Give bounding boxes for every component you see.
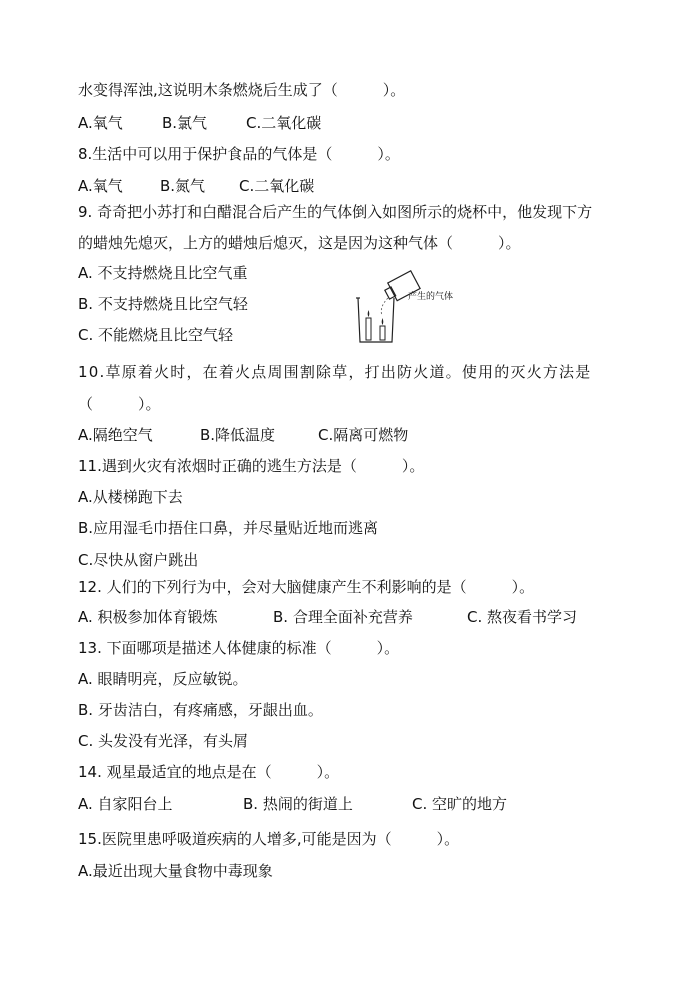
- candle-low-icon: [366, 310, 371, 340]
- candle-high-icon: [380, 318, 385, 340]
- q14-option-a: A. 自家阳台上: [78, 795, 173, 813]
- q13-option-b: B. 牙齿洁白，有疼痛感，牙龈出血。: [78, 701, 323, 719]
- q10-option-a: A.隔绝空气: [78, 426, 153, 444]
- q10-option-b: B.降低温度: [200, 426, 276, 444]
- q12-option-b: B. 合理全面补充营养: [273, 608, 413, 626]
- beaker-icon: [358, 298, 394, 342]
- q15-stem: 15.医院里患呼吸道疾病的人增多,可能是因为（ ）。: [78, 830, 460, 848]
- q12-option-a: A. 积极参加体育锻炼: [78, 608, 218, 626]
- q13-stem: 13. 下面哪项是描述人体健康的标准（ ）。: [78, 639, 400, 657]
- q7-stem: 水变得浑浊,这说明木条燃烧后生成了（ ）。: [78, 81, 406, 99]
- q7-option-a: A.氧气: [78, 114, 123, 132]
- q11-option-b: B.应用湿毛巾捂住口鼻，并尽量贴近地而逃离: [78, 519, 379, 537]
- beaker-illustration: [352, 266, 442, 346]
- beaker-figure: [352, 266, 454, 346]
- q13-option-a: A. 眼睛明亮，反应敏锐。: [78, 670, 248, 688]
- q8-option-c: C.二氧化碳: [239, 177, 315, 195]
- q11-stem: 11.遇到火灾有浓烟时正确的逃生方法是（ ）。: [78, 457, 425, 475]
- q9-stem-line1: 9. 奇奇把小苏打和白醋混合后产生的气体倒入如图所示的烧杯中，他发现下方: [78, 203, 593, 221]
- figure-label: 产生的气体: [408, 292, 454, 302]
- q11-option-c: C.尽快从窗户跳出: [78, 551, 199, 569]
- q8-stem: 8.生活中可以用于保护食品的气体是（ ）。: [78, 145, 400, 163]
- q9-option-b: B. 不支持燃烧且比空气轻: [78, 295, 248, 313]
- q10-option-c: C.隔离可燃物: [318, 426, 409, 444]
- q12-stem: 12. 人们的下列行为中，会对大脑健康产生不利影响的是（ ）。: [78, 578, 535, 596]
- q14-option-c: C. 空旷的地方: [412, 795, 508, 813]
- q15-option-a: A.最近出现大量食物中毒现象: [78, 862, 273, 880]
- q10-stem-line2: （ ）。: [78, 395, 161, 413]
- q9-stem-line2: 的蜡烛先熄灭，上方的蜡烛后熄灭，这是因为这种气体（ ）。: [78, 234, 521, 252]
- q9-option-a: A. 不支持燃烧且比空气重: [78, 264, 248, 282]
- q10-stem-line1: 10.草原着火时，在着火点周围割除草，打出防火道。使用的灭火方法是: [78, 363, 592, 381]
- q8-option-a: A.氧气: [78, 177, 123, 195]
- q11-option-a: A.从楼梯跑下去: [78, 488, 183, 506]
- q7-option-b: B.氯气: [162, 114, 208, 132]
- q8-option-b: B.氮气: [160, 177, 206, 195]
- q9-option-c: C. 不能燃烧且比空气轻: [78, 326, 234, 344]
- q14-stem: 14. 观星最适宜的地点是在（ ）。: [78, 763, 340, 781]
- q13-option-c: C. 头发没有光泽，有头屑: [78, 732, 249, 750]
- q14-option-b: B. 热闹的街道上: [243, 795, 353, 813]
- q7-option-c: C.二氧化碳: [246, 114, 322, 132]
- q12-option-c: C. 熬夜看书学习: [467, 608, 578, 626]
